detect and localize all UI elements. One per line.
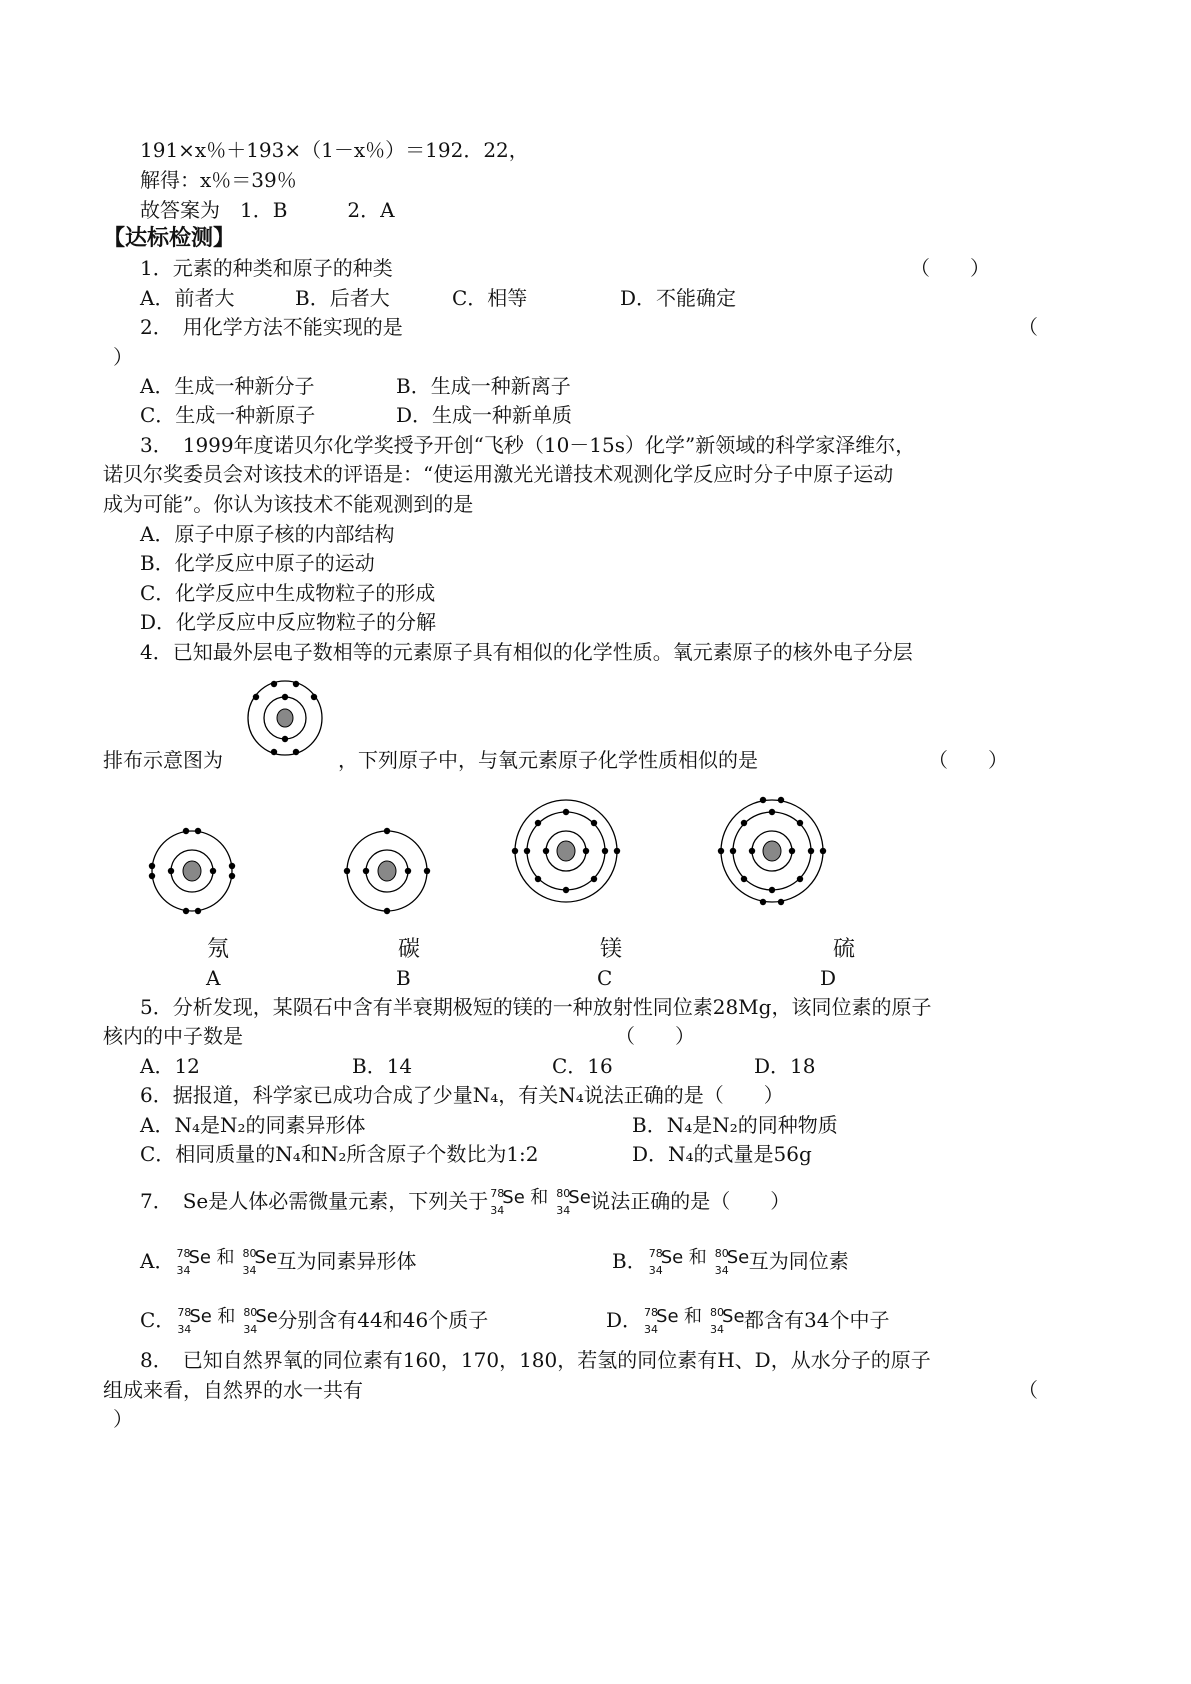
q8-paren-close: ）	[113, 1407, 133, 1431]
sulfur-atom-diagram	[719, 798, 825, 904]
q3-line-3: 成为可能”。你认为该技术不能观测到的是	[103, 492, 474, 516]
magnesium-atom-diagram	[513, 798, 619, 904]
se-80-isotope: 80 34 Se	[242, 1247, 277, 1277]
q7-option-b: B． 78 34 Se 和 80 34 Se 互为同位素	[612, 1242, 849, 1276]
q5-option-c: C．16	[552, 1054, 613, 1078]
element-label-a: 氖	[207, 937, 230, 962]
q3-option-c: C．化学反应中生成物粒子的形成	[140, 581, 436, 605]
q2-option-d: D．生成一种新单质	[396, 403, 573, 427]
q7-option-d: D． 78 34 Se 和 80 34 Se 都含有34个中子	[606, 1301, 890, 1335]
solution-equation: 191×x％＋193×（1－x％）＝192．22，	[140, 138, 529, 162]
se-isotope-pair: 78 34 Se 和	[648, 1247, 707, 1277]
q8-line-1: 8． 已知自然界氧的同位素有160，170，180，若氢的同位素有H、D，从水分子的原子	[140, 1348, 931, 1372]
se-isotope-pair: 78 34 Se 和	[176, 1247, 235, 1277]
se-isotope-pair: 78 34 Se 和	[177, 1306, 236, 1336]
q8-paren-open: （	[1018, 1378, 1038, 1402]
q1-stem: 1．元素的种类和原子的种类	[140, 256, 393, 280]
se-80-isotope: 80 34 Se	[243, 1306, 278, 1336]
se-isotope-pair: 78 34 Se 和	[644, 1306, 703, 1336]
q3-option-a: A．原子中原子核的内部结构	[140, 522, 395, 546]
q1-option-c: C．相等	[452, 286, 528, 310]
q2-paren-close: ）	[113, 345, 133, 369]
q2-option-a: A．生成一种新分子	[140, 374, 315, 398]
oxygen-atom-diagram	[246, 679, 324, 757]
carbon-atom-diagram	[345, 829, 429, 913]
q7-stem-text-a: 7． Se是人体必需微量元素，下列关于	[140, 1189, 489, 1213]
element-label-d: 硫	[833, 937, 856, 962]
q7-option-c: C． 78 34 Se 和 80 34 Se 分别含有44和46个质子	[140, 1301, 488, 1335]
q1-option-d: D．不能确定	[620, 286, 737, 310]
neon-atom-diagram	[150, 829, 234, 913]
q3-line-1: 3． 1999年度诺贝尔化学奖授予开创“飞秒（10－15s）化学”新领域的科学家泽维尔，	[140, 433, 916, 457]
solution-answer: 故答案为 1．B 2．A	[140, 198, 395, 222]
q2-option-c: C．生成一种新原子	[140, 403, 316, 427]
q1-paren: （ ）	[910, 256, 990, 280]
se-isotope-pair: 78 34 Se 和	[490, 1187, 549, 1217]
element-label-c: 镁	[600, 937, 623, 962]
q5-option-b: B．14	[352, 1054, 413, 1078]
q5-option-d: D．18	[754, 1054, 816, 1078]
option-letter-a: A	[206, 966, 221, 990]
q7-stem-text-b: 说法正确的是（ ）	[590, 1189, 791, 1213]
q4-line-2b: ，下列原子中，与氧元素原子化学性质相似的是	[338, 748, 758, 772]
q2-stem: 2． 用化学方法不能实现的是	[140, 315, 403, 339]
se-80-isotope: 80 34 Se	[710, 1306, 745, 1336]
se-80-isotope: 80 34 Se	[714, 1247, 750, 1277]
option-letter-c: C	[597, 966, 613, 990]
option-letter-d: D	[820, 966, 837, 990]
q2-paren-open: （	[1018, 315, 1038, 339]
q7-option-a: A． 78 34 Se 和 80 34 Se 互为同素异形体	[140, 1242, 416, 1276]
q5-option-a: A．12	[140, 1054, 200, 1078]
q3-line-2: 诺贝尔奖委员会对该技术的评语是：“使运用激光光谱技术观测化学反应时分子中原子运动	[103, 462, 894, 486]
q5-line-2: 核内的中子数是	[103, 1024, 243, 1048]
se-80-isotope: 80 34 Se	[556, 1187, 591, 1217]
q4-line-1: 4．已知最外层电子数相等的元素原子具有相似的化学性质。氧元素原子的核外电子分层	[140, 640, 913, 664]
q5-line-1: 5．分析发现，某陨石中含有半衰期极短的镁的一种放射性同位素28Mg，该同位素的原子	[140, 995, 932, 1019]
q5-paren: （ ）	[615, 1024, 695, 1048]
q7-stem	[140, 1182, 790, 1216]
q3-option-d: D．化学反应中反应物粒子的分解	[140, 610, 437, 634]
q6-stem: 6．据报道，科学家已成功合成了少量N₄，有关N₄说法正确的是（ ）	[140, 1083, 784, 1107]
option-letter-b: B	[396, 966, 411, 990]
q4-paren: （ ）	[928, 748, 1008, 772]
q8-line-2: 组成来看，自然界的水一共有	[103, 1378, 363, 1402]
q2-option-b: B．生成一种新离子	[396, 374, 571, 398]
q6-option-a: A．N₄是N₂的同素异形体	[140, 1113, 366, 1137]
solution-result: 解得：x％＝39％	[140, 168, 297, 192]
q1-option-a: A．前者大	[140, 286, 235, 310]
q4-line-2a: 排布示意图为	[103, 748, 223, 772]
element-label-b: 碳	[398, 937, 421, 962]
q3-option-b: B．化学反应中原子的运动	[140, 551, 375, 575]
section-title: 【达标检测】	[103, 226, 236, 251]
q6-option-d: D．N₄的式量是56g	[632, 1142, 812, 1166]
q1-option-b: B．后者大	[295, 286, 390, 310]
q6-option-b: B．N₄是N₂的同种物质	[632, 1113, 838, 1137]
q6-option-c: C．相同质量的N₄和N₂所含原子个数比为1:2	[140, 1142, 539, 1166]
